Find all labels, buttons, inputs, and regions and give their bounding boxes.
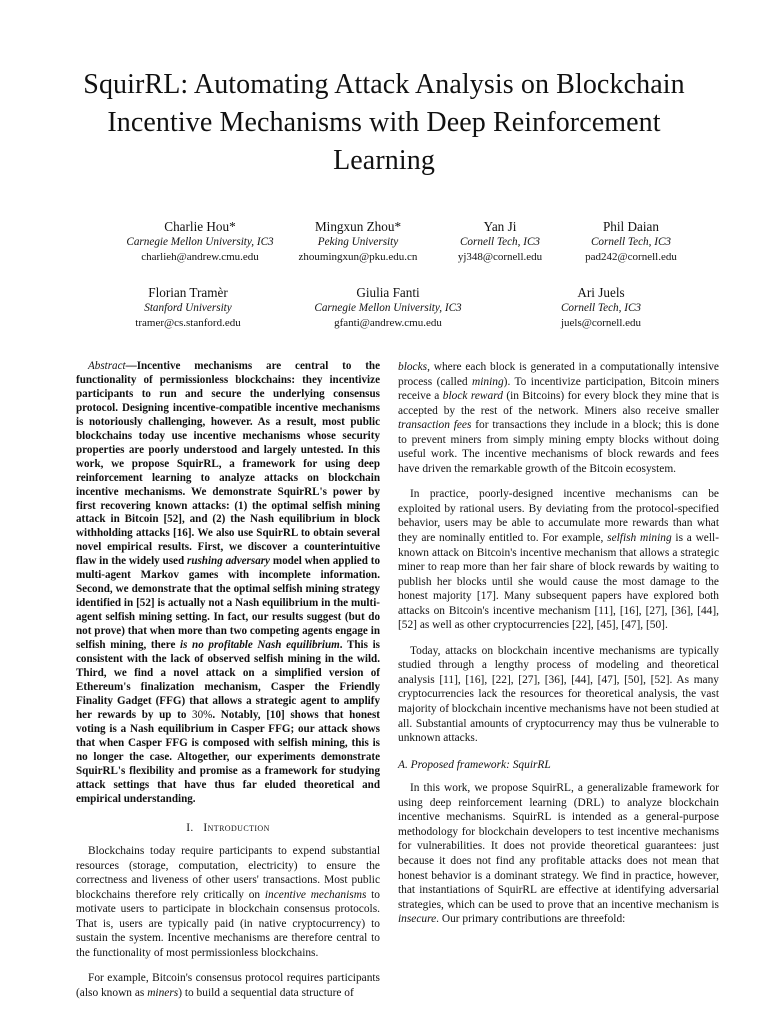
abstract-label: Abstract [88,360,126,372]
author-name: Charlie Hou* [164,219,236,234]
author-email: charlieh@andrew.cmu.edu [141,251,259,263]
author-affiliation: Stanford University [144,302,232,314]
author-affiliation: Cornell Tech, IC3 [459,236,541,248]
author-block [278,285,498,331]
abstract: Abstract—Incentive mechanisms are central to the functionality of permissionless blockchains: they incentivize participants to run and secure the underlying consensus protocol. Designing incentive-compatible incentive mechanisms is notoriously challenging, however. As a result, most public blockchains today use incentive mechanisms whose security properties are poorly understood and largely untested. In this work, we propose SquirRL, a framework for using deep reinforcement learning to analyze attacks on blockchain incentive mechanisms. We demonstrate SquirRL's power by first recovering known attacks: (1) the optimal selfish mining attack in Bitcoin [52], and (2) the Nash equilibrium in block withholding attacks [16]. We also use SquirRL to obtain several novel empirical results. First, we discover a counterintuitive flaw in the widely used rushing adversary model when applied to multi-agent Markov games with incomplete information. Second, we demonstrate that the optimal selfish mining strategy identified in [52] is actually not a Nash equilibrium in the multi-agent selfish mining setting. In fact, our results suggest (but do not prove) that when more than two competing agents engage in selfish mining, there is no profitable Nash equilibrium. This is consistent with the lack of observed selfish mining in the wild. Third, we find a novel attack on a simplified version of Ethereum's finalization mechanism, Casper the Friendly Finality Gadget (FFG) that allows a strategic agent to amplify her rewards by up to 30%. Notably, [10] shows that honest voting is a Nash equilibrium in Casper FFG; our attack shows that when Casper FFG is composed with selfish mining, this is no longer the case. Altogether, our experiments demonstrate SquirRL's flexibility and promise as a framework for studying attack settings that have thus far eluded theoretical and empirical understanding. [76,360,380,805]
author-name: Phil Daian [602,219,660,234]
author-affiliation: Cornell Tech, IC3 [590,236,672,248]
body-paragraph: In practice, poorly-designed incentive mechanisms can be exploited by rational users. By deviating from the protocol-specified behavior, users may be able to accumulate more rewards than what they are nominally entitled to. For example, selfish mining is a well-known attack on Bitcoin's incentive mechanism that allows a strategic miner to reap more than her fair share of block rewards by waiting to publish her blocks until she would cause the most damage to the honest majority [17]. Many subsequent papers have explored both attacks on Bitcoin's incentive mechanism [11], [16], [27], [36], [44], [52] as well as other cryptocurrencies [22], [45], [47], [50]. [398,488,719,632]
body-paragraph: Blockchains today require participants to expend substantial resources (storage, computation, electricity) to ensure the correctness and liveness of other users' transactions. Most public blockchains therefore rely critically on incentive mechanisms to motivate users to participate in blockchain consensus protocols. That is, users are typically paid (in native cryptocurrency) to sustain the system. Incentive mechanisms are therefore central to the functionality of most permissionless blockchains. [76,845,381,959]
body-paragraph-continued: blocks, where each block is generated in a computationally intensive process (called mining). To incentivize participation, Bitcoin miners receive a block reward (in Bitcoins) for every block they mine that is accepted by the rest of the network. Miners also receive smaller transaction fees for transactions they include in a block; this is done to prevent miners from simply mining empty blocks without doing useful work. The incentive mechanisms of block rewards and fees have driven the remarkable growth of the Bitcoin ecosystem. [398,361,720,475]
author-block [78,285,298,331]
subsection-heading: A. Proposed framework: SquirRL [398,758,551,771]
author-name: Florian Tramèr [148,285,228,300]
author-block [521,219,741,265]
left-column [76,360,380,1001]
author-affiliation: Carnegie Mellon University, IC3 [314,302,462,314]
right-column [398,360,719,927]
body-paragraph: For example, Bitcoin's consensus protocol requires participants (also known as miners) to build a sequential data structure of [76,972,380,999]
body-paragraph: In this work, we propose SquirRL, a generalizable framework for using deep reinforcement learning (DRL) to analyze blockchain incentive mechanisms. SquirRL is intended as a general-purpose methodology for blockchain developers to test incentive mechanisms for vulnerabilities. It does not provide theoretical guarantees: just because it does not find any profitable attacks does not mean that honest behavior is a dominant strategy. We find in practice, however, that instantiations of SquirRL are effective at identifying adversarial strategies, which can be used to prove that an incentive mechanism is insecure. Our primary contributions are threefold: [398,782,719,926]
author-email: tramer@cs.stanford.edu [135,317,241,329]
author-email: juels@cornell.edu [560,317,642,329]
author-email: gfanti@andrew.cmu.edu [334,317,442,329]
author-email: yj348@cornell.edu [457,251,543,263]
author-block [491,285,711,331]
author-affiliation: Cornell Tech, IC3 [560,302,642,314]
body-paragraph: Today, attacks on blockchain incentive mechanisms are typically studied through a lengthy process of modeling and theoretical analysis [11], [16], [22], [27], [36], [44], [47], [50], [52]. As many cryptocurrencies lack the resources for theoretical analysis, the vast majority of blockchain incentive mechanisms have not been studied at all. Substantial amounts of cryptocurrency may thus be vulnerable to unknown attacks. [398,644,719,745]
section-heading: I. Introduction [186,821,270,834]
author-name: Mingxun Zhou* [314,219,402,234]
author-affiliation: Carnegie Mellon University, IC3 [126,236,274,248]
paper-title: SquirRL: Automating Attack Analysis on Blockchain Incentive Mechanisms with Deep Reinforcement Learning [83,69,685,176]
author-affiliation: Peking University [317,236,399,248]
author-name: Giulia Fanti [356,285,420,300]
author-email: zhoumingxun@pku.edu.cn [298,251,418,263]
author-email: pad242@cornell.edu [585,251,677,263]
author-name: Ari Juels [577,285,625,300]
author-name: Yan Ji [483,219,517,234]
